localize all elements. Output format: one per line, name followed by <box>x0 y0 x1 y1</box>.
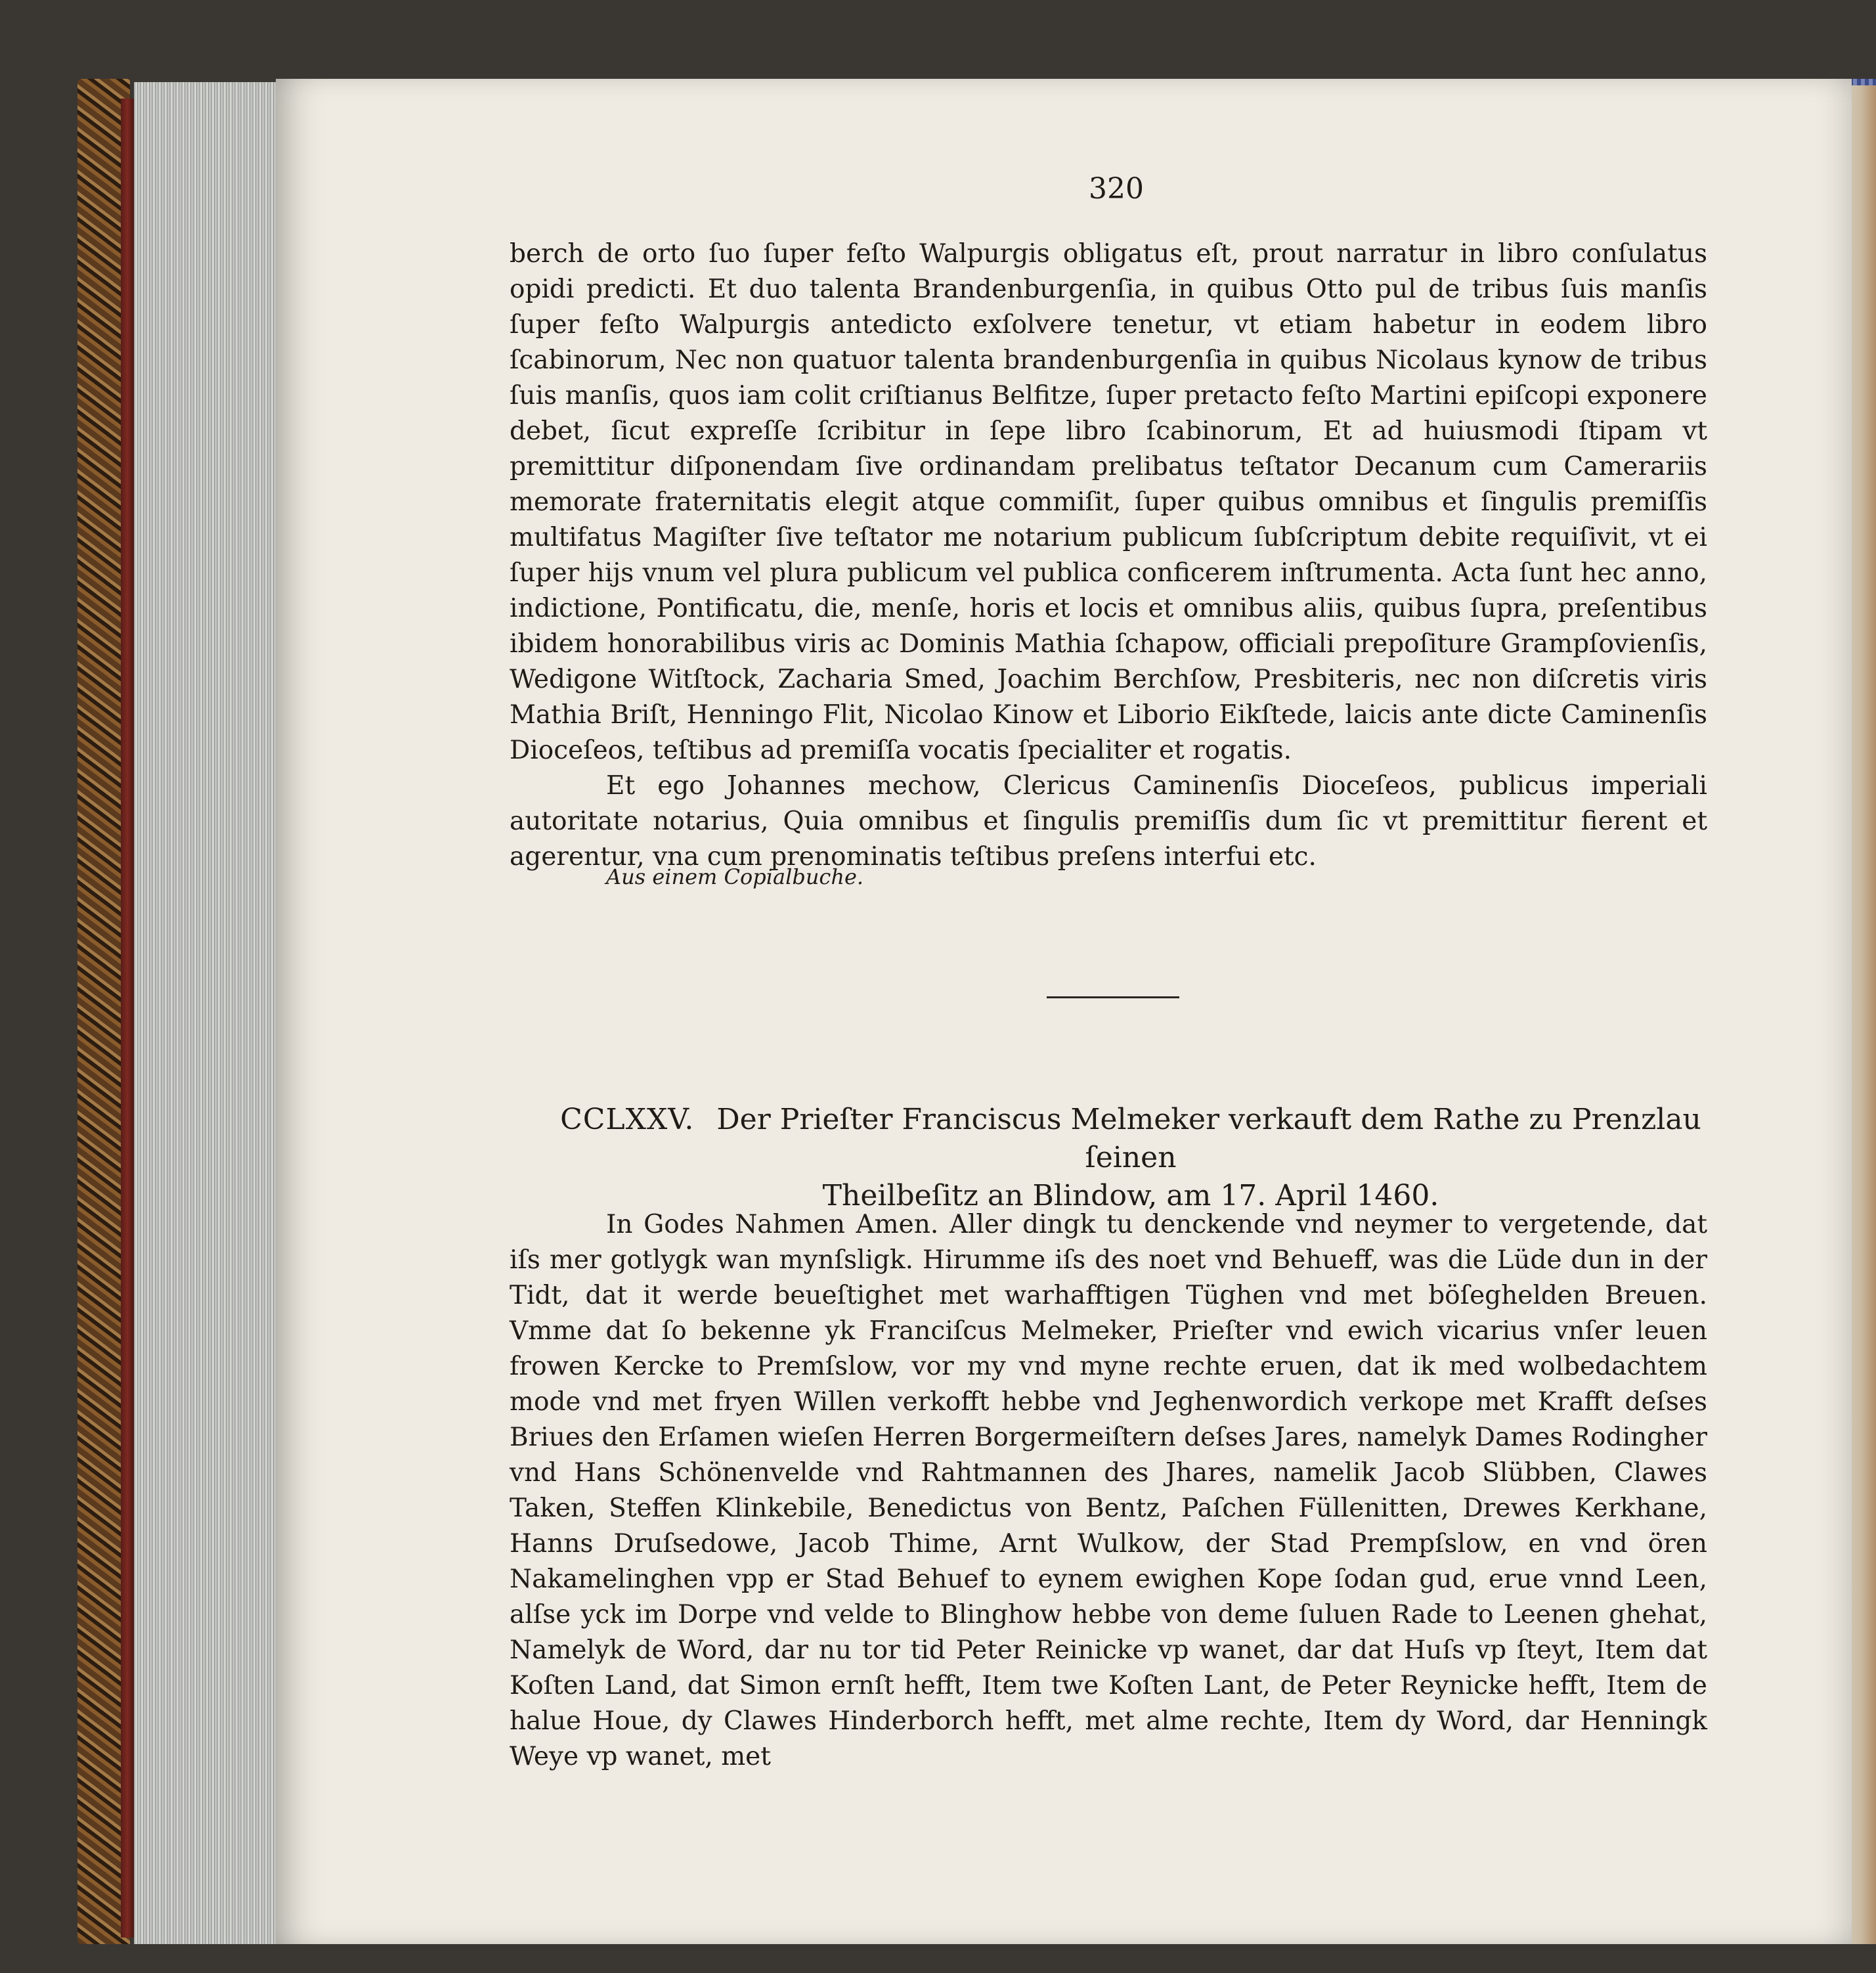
charter-heading <box>533 1101 1728 1215</box>
charter-title-line-2: Theilbeſitz an Blindow, am 17. April 1460. <box>822 1179 1439 1212</box>
charter-title-line-1: Der Prieſter Franciscus Melmeker verkauft dem Rathe zu Prenzlau ſeinen <box>716 1103 1701 1174</box>
page-edges <box>134 82 278 1944</box>
paragraph: In Godes Nahmen Amen. Aller dingk tu denckende vnd neymer to vergetende, dat iſs mer gotlygk wan mynſsligk. Hirumme iſs des noet vnd Behueff, was die Lüde dun in der Tidt, dat it werde beueſtighet met warhafftigen Tüghen vnd met böſeghelden Breuen. Vmme dat ſo bekenne yk Franciſcus Melmeker, Prieſter vnd ewich vicarius vnſer leuen frowen Kercke to Premſslow, vor my vnd myne rechte eruen, dat ik med wolbedachtem mode vnd met fryen Willen verkofft hebbe vnd Jeghenwordich verkope met Krafft deſses Briues den Erſamen wieſen Herren Borgermeiſtern deſses Jares, namelyk Dames Rodingher vnd Hans Schönenvelde vnd Rahtmannen des Jhares, namelik Jacob Slübben, Clawes Taken, Steffen Klinkebile, Benedictus von Bentz, Paſchen Füllenitten, Drewes Kerkhane, Hanns Druſsedowe, Jacob Thime, Arnt Wulkow, der Stad Prempſslow, en vnd ören Nakamelinghen vpp er Stad Behuef to eynem ewighen Kope ſodan gud, erue vnnd Leen, alſse yck im Dorpe vnd velde to Blinghow hebbe von deme ſuluen Rade to Leenen ghehat, Namelyk de Word, dar nu tor tid Peter Reinicke vp wanet, dar dat Huſs vp ſteyt, Item dat Koſten Land, dat Simon ernſt hefft, Item twe Koſten Lant, de Peter Reynicke hefft, Item de halue Houe, dy Clawes Hinderborch hefft, met alme rechte, Item dy Word, dar Henningk Weye vp wanet, met <box>510 1210 1707 1771</box>
paragraph: Et ego Johannes mechow, Clericus Caminenſis Dioceſeos, publicus imperiali autoritate notarius, Quia omnibus et ſingulis premiſſis dum ſic vt premittitur fierent et agerentur, vna cum prenominatis teſtibus preſens interfui etc. <box>510 771 1707 872</box>
text-block-upper <box>510 236 1707 875</box>
paragraph: berch de orto ſuo ſuper feſto Walpurgis obligatus eſt, prout narratur in libro conſulatus opidi predicti. Et duo talenta Brandenburgenſia, in quibus Otto pul de tribus ſuis manſis ſuper feſto Walpurgis antedicto exſolvere tenetur, vt etiam habetur in eodem libro ſcabinorum, Nec non quatuor talenta brandenburgenſia in quibus Nicolaus kynow de tribus ſuis manſis, quos iam colit criſtianus Belfitze, ſuper pretacto feſto Martini epiſcopi exponere debet, ſicut expreſſe ſcribitur in ſepe libro ſcabinorum, Et ad huiusmodi ſtipam vt premittitur diſponendam ſive ordinandam prelibatus teſtator Decanum cum Camerariis memorate fraternitatis elegit atque commiſit, ſuper quibus omnibus et ſingulis premiſſis multifatus Magiſter ſive teſtator me notarium publicum ſubſcriptum debite requiſivit, vt ei ſuper hijs vnum vel plura publicum vel publica conficerem inſtrumenta. Acta ſunt hec anno, indictione, Pontificatu, die, menſe, horis et locis et omnibus aliis, quibus ſupra, preſentibus ibidem honorabilibus viris ac Dominis Mathia ſchapow, officiali prepoſiture Grampſovienſis, Wedigone Witſtock, Zacharia Smed, Joachim Berchſow, Presbiteris, nec non diſcretis viris Mathia Briſt, Henningo Flit, Nicolao Kinow et Liborio Eikſtede, laicis ante dicte Caminenſis Dioceſeos, teſtibus ad premiſſa vocatis ſpecialiter et rogatis. <box>510 239 1707 765</box>
source-note: Aus einem Copialbuche. <box>606 864 864 889</box>
charter-number: CCLXXV. <box>560 1103 695 1136</box>
page-number: 320 <box>1089 172 1144 206</box>
text-block-lower <box>510 1207 1707 1775</box>
section-divider <box>1047 996 1179 998</box>
leather-spine-band <box>121 99 134 1938</box>
